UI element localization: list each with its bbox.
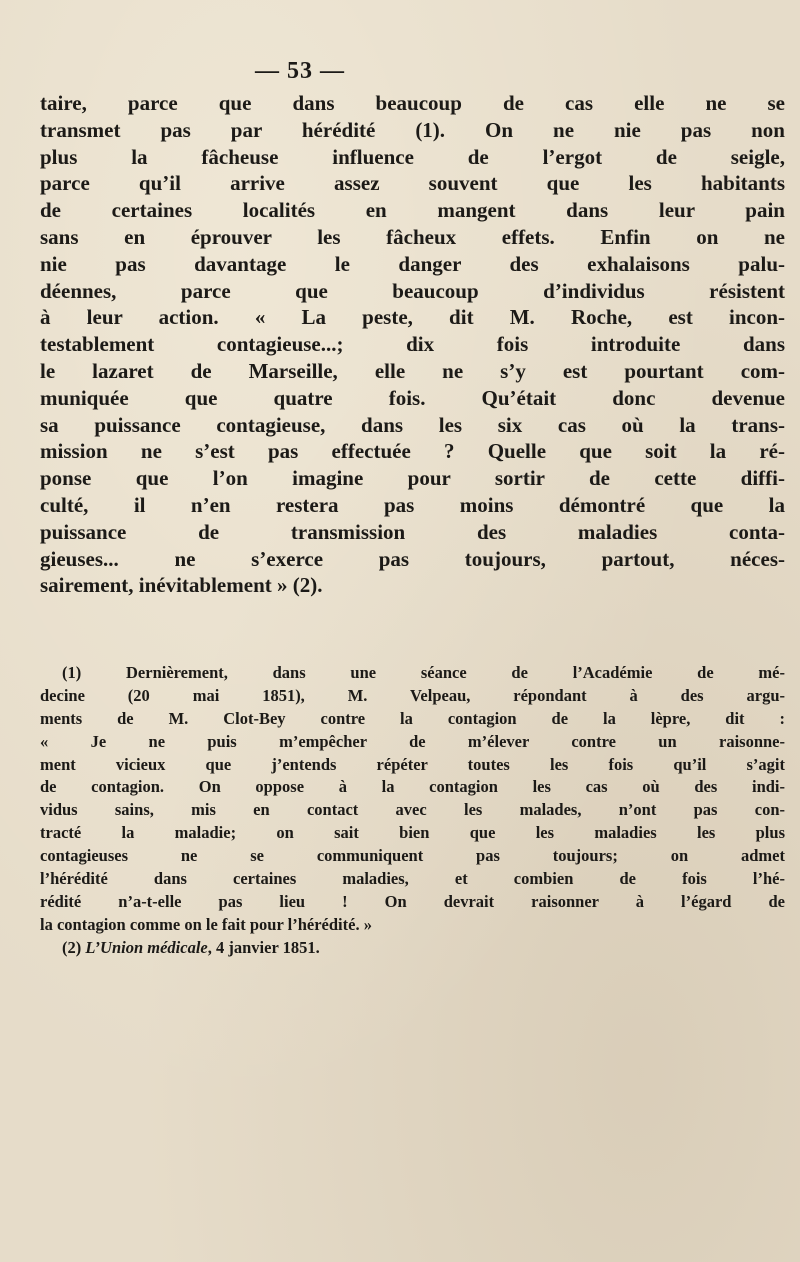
footnote-1-line: ment vicieux que j’entends répéter toutes les fois qu’il s’agit: [40, 754, 785, 774]
footnote-1-line: la contagion comme on le fait pour l’hérédité. »: [40, 914, 372, 934]
text-line: plus la fâcheuse influence de l’ergot de seigle,: [40, 144, 785, 169]
text-line: puissance de transmission des maladies conta-: [40, 519, 785, 544]
text-line: taire, parce que dans beaucoup de cas elle ne se: [40, 91, 785, 115]
text-line: nie pas davantage le danger des exhalaisons palu-: [40, 251, 785, 276]
text-line: le lazaret de Marseille, elle ne s’y est pourtant com-: [40, 358, 785, 383]
main-text: [40, 90, 785, 599]
text-line: culté, il n’en restera pas moins démontré que la: [40, 492, 785, 517]
footnote-1-line: ments de M. Clot-Bey contre la contagion de la lèpre, dit :: [40, 708, 785, 728]
footnote-1-line: decine (20 mai 1851), M. Velpeau, répondant à des argu-: [40, 685, 785, 705]
footnote-1-line: vidus sains, mis en contact avec les malades, n’ont pas con-: [40, 800, 785, 820]
text-line: ponse que l’on imagine pour sortir de cette diffi-: [40, 466, 785, 491]
footnote-2-date: , 4 janvier 1851.: [207, 937, 320, 957]
text-line: sa puissance contagieuse, dans les six cas où la trans-: [40, 412, 785, 437]
footnotes: [40, 662, 785, 960]
text-line: à leur action. « La peste, dit M. Roche, est incon-: [40, 305, 785, 330]
text-line: transmet pas par hérédité (1). On ne nie pas non: [40, 117, 785, 142]
footnote-1-line: de contagion. On oppose à la contagion les cas où des indi-: [40, 777, 785, 797]
footnote-2-number: (2): [62, 937, 82, 957]
footnote-1-line: (1) Dernièrement, dans une séance de l’Académie de mé-: [62, 663, 785, 682]
text-line: sans en éprouver les fâcheux effets. Enfin on ne: [40, 224, 785, 249]
text-line: sairement, inévitablement » (2).: [40, 573, 323, 598]
footnote-2: [40, 937, 785, 960]
text-line: de certaines localités en mangent dans leur pain: [40, 198, 785, 223]
footnote-1-line: tracté la maladie; on sait bien que les maladies les plus: [40, 823, 785, 843]
text-line: déennes, parce que beaucoup d’individus résistent: [40, 278, 785, 303]
page-number: — 53 —: [255, 58, 345, 84]
footnote-1-line: rédité n’a-t-elle pas lieu ! On devrait raisonner à l’égard de: [40, 891, 785, 911]
footnote-1-line: contagieuses ne se communiquent pas toujours; on admet: [40, 846, 785, 866]
footnote-2-journal: L’Union médicale: [85, 937, 208, 957]
footnote-1-line: l’hérédité dans certaines maladies, et combien de fois l’hé-: [40, 869, 785, 889]
text-line: muniquée que quatre fois. Qu’était donc devenue: [40, 385, 785, 410]
text-line: parce qu’il arrive assez souvent que les habitants: [40, 171, 785, 196]
footnote-1-line: « Je ne puis m’empêcher de m’élever contre un raisonne-: [40, 731, 785, 751]
text-line: testablement contagieuse...; dix fois introduite dans: [40, 332, 785, 357]
text-line: mission ne s’est pas effectuée ? Quelle que soit la ré-: [40, 439, 785, 464]
text-line: gieuses... ne s’exerce pas toujours, partout, néces-: [40, 546, 785, 571]
